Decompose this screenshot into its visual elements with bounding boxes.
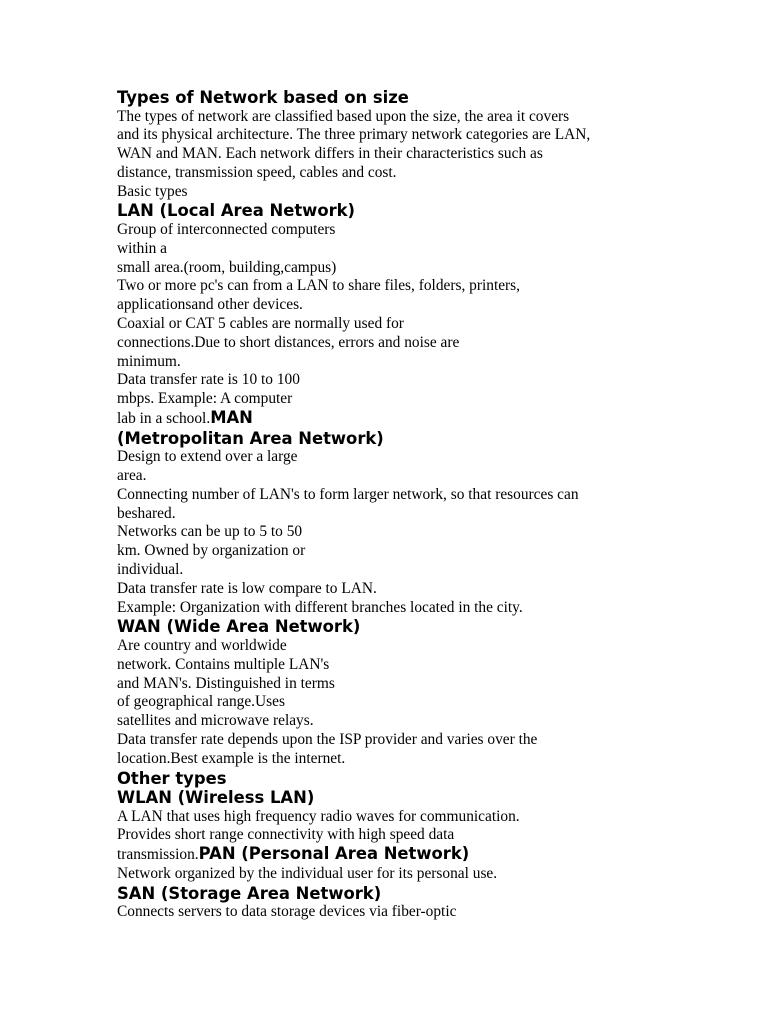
lan-line: small area.(room, building,campus): [117, 258, 337, 276]
lan-line: minimum.: [117, 352, 181, 370]
wan-line: location.Best example is the internet.: [117, 749, 346, 767]
man-line: area.: [117, 467, 147, 485]
wlan-last-line: [117, 845, 677, 865]
man-heading-continued: (Metropolitan Area Network): [117, 428, 384, 448]
lan-heading: LAN (Local Area Network): [117, 201, 356, 221]
document-title: Types of Network based on size: [117, 88, 409, 107]
wan-line: of geographical range.Uses: [117, 693, 285, 711]
man-heading: MAN: [210, 407, 253, 427]
pan-section: [117, 865, 677, 884]
wan-section: [117, 637, 677, 769]
san-line: Connects servers to data storage devices via fiber-optic: [117, 903, 457, 921]
lan-line: mbps. Example: A computer: [117, 390, 293, 408]
document-page: [117, 86, 677, 922]
intro-line: The types of network are classified based upon the size, the area it covers: [117, 107, 570, 125]
lan-line: within a: [117, 239, 168, 257]
wan-line: and MAN's. Distinguished in terms: [117, 674, 335, 692]
intro-line: Basic types: [117, 182, 188, 200]
man-line: Design to extend over a large: [117, 448, 298, 466]
intro-line: distance, transmission speed, cables and cost.: [117, 163, 397, 181]
san-heading: SAN (Storage Area Network): [117, 883, 382, 903]
lan-line: Two or more pc's can from a LAN to share files, folders, printers,: [117, 277, 521, 295]
wlan-heading: WLAN (Wireless LAN): [117, 788, 315, 807]
intro-line: WAN and MAN. Each network differs in their characteristics such as: [117, 145, 543, 163]
lan-last-line: [117, 409, 677, 429]
lan-line: applicationsand other devices.: [117, 296, 303, 314]
other-types-heading: Other types: [117, 768, 227, 788]
san-section: [117, 903, 677, 922]
lan-last-text: lab in a school.: [117, 409, 211, 427]
wlan-last-text: transmission.: [117, 846, 199, 864]
pan-heading: PAN (Personal Area Network): [198, 844, 470, 864]
wlan-line: Provides short range connectivity with high speed data: [117, 826, 455, 844]
lan-line: connections.Due to short distances, errors and noise are: [117, 333, 460, 351]
wlan-line: A LAN that uses high frequency radio waves for communication.: [117, 807, 520, 825]
man-line: Example: Organization with different branches located in the city.: [117, 598, 523, 616]
wan-line: Are country and worldwide: [117, 636, 287, 654]
lan-section: [117, 221, 677, 429]
man-line: Data transfer rate is low compare to LAN.: [117, 579, 377, 597]
man-line: Connecting number of LAN's to form larger network, so that resources can: [117, 485, 579, 503]
man-line: beshared.: [117, 504, 176, 522]
lan-line: Coaxial or CAT 5 cables are normally used for: [117, 314, 404, 332]
man-section: [117, 448, 677, 617]
wan-line: network. Contains multiple LAN's: [117, 655, 330, 673]
wan-heading: WAN (Wide Area Network): [117, 617, 361, 637]
wan-line: satellites and microwave relays.: [117, 712, 314, 730]
wan-line: Data transfer rate depends upon the ISP provider and varies over the: [117, 730, 538, 748]
lan-line: Group of interconnected computers: [117, 220, 336, 238]
wlan-section: [117, 808, 677, 865]
pan-line: Network organized by the individual user for its personal use.: [117, 864, 498, 882]
man-line: km. Owned by organization or: [117, 542, 306, 560]
man-line: individual.: [117, 561, 184, 579]
man-line: Networks can be up to 5 to 50: [117, 523, 303, 541]
intro-line: and its physical architecture. The three primary network categories are LAN,: [117, 126, 591, 144]
intro-paragraph: [117, 108, 677, 202]
lan-line: Data transfer rate is 10 to 100: [117, 371, 300, 389]
